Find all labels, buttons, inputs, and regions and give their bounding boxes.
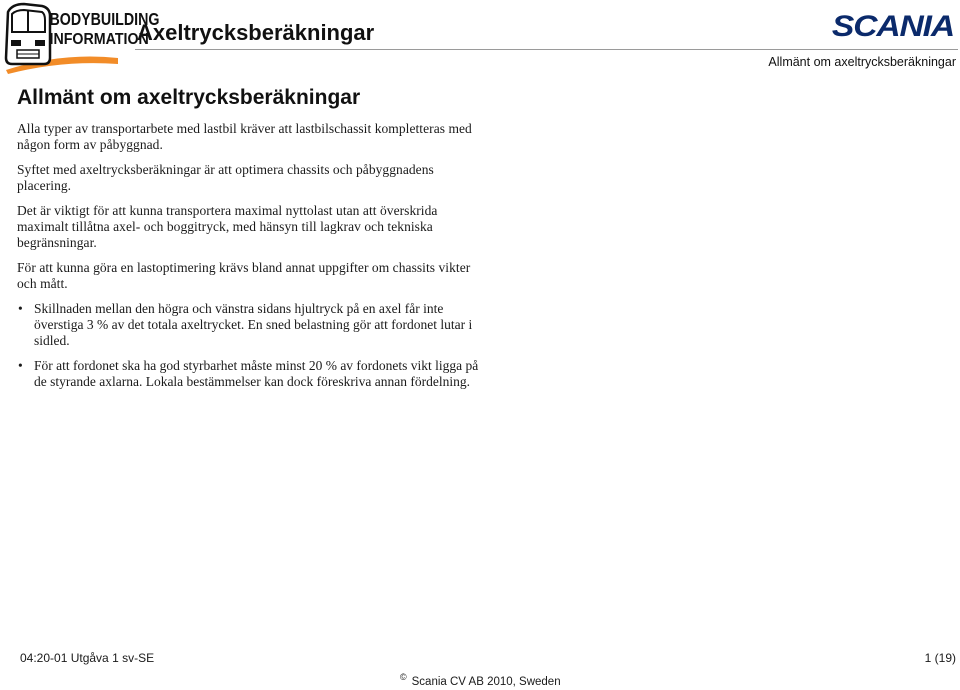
scania-brand-logo <box>808 12 954 42</box>
bullet-list <box>17 301 482 390</box>
header-divider <box>135 49 958 50</box>
list-item-text: Skillnaden mellan den högra och vänstra sidans hjultryck på en axel får inte överstiga 3 % av det totala axeltrycket. En sned belastning gör att fordonet lutar i sidled. <box>34 301 473 348</box>
paragraph: Alla typer av transportarbete med lastbil kräver att lastbilschassit kompletteras med någon form av påbyggnad. <box>17 121 472 152</box>
paragraph: Det är viktigt för att kunna transportera maximal nyttolast utan att överskrida maximalt tillåtna axel- och boggitryck, med hänsyn till lagkrav och tekniska begränsningar. <box>17 203 438 250</box>
list-item <box>17 358 482 390</box>
main-content <box>17 86 482 399</box>
paragraph: Syftet med axeltrycksberäkningar är att optimera chassits och påbyggnadens placering. <box>17 162 434 193</box>
paragraph: För att kunna göra en lastoptimering krävs bland annat uppgifter om chassits vikter och mått. <box>17 260 471 291</box>
bullet-icon: • <box>18 301 23 316</box>
header-section-title: Allmänt om axeltrycksberäkningar <box>768 55 956 69</box>
page-heading: Allmänt om axeltrycksberäkningar <box>17 86 361 109</box>
copyright-notice <box>400 672 561 688</box>
list-item-text: För att fordonet ska ha god styrbarhet måste minst 20 % av fordonets vikt ligga på de styrande axlarna. Lokala bestämmelser kan dock föreskriva annan fördelning. <box>34 358 479 389</box>
bodybuilding-information-logo <box>2 2 160 74</box>
page-number: 1 (19) <box>924 651 956 665</box>
list-item <box>17 301 482 349</box>
copyright-text: Scania CV AB 2010, Sweden <box>411 675 561 688</box>
truck-logo-icon <box>2 2 160 74</box>
bullet-icon: • <box>18 358 23 373</box>
document-title: Axeltrycksberäkningar <box>137 20 375 45</box>
brand-wordmark: SCANIA <box>831 10 954 43</box>
logo-line-1: BODYBUILDING <box>49 10 160 30</box>
copyright-icon: © <box>400 672 407 682</box>
edition-label: 04:20-01 Utgåva 1 sv-SE <box>20 651 155 665</box>
logo-line-2: INFORMATION <box>49 30 149 49</box>
